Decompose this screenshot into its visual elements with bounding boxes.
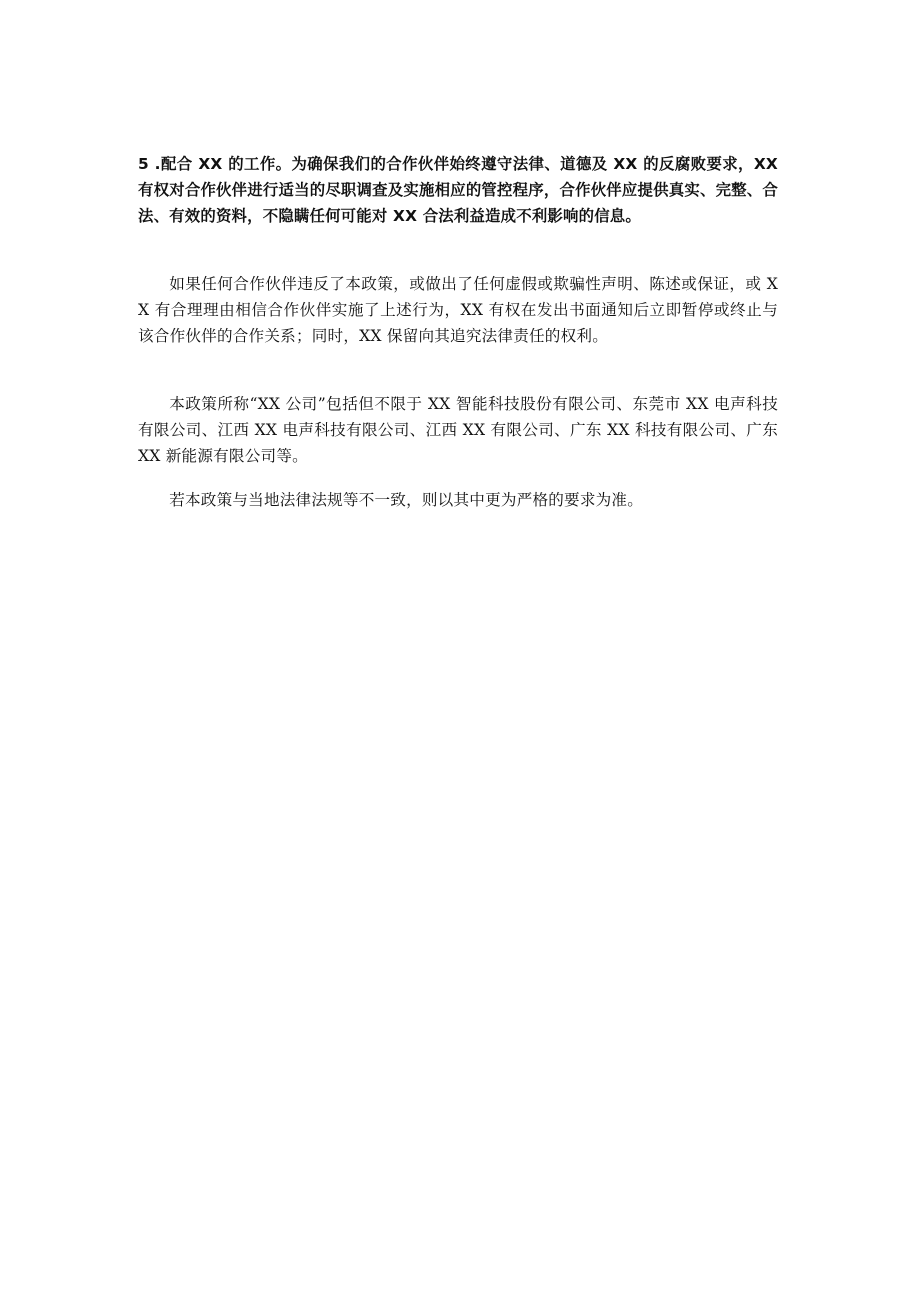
paragraph-violation-consequences: 如果任何合作伙伴违反了本政策，或做出了任何虚假或欺骗性声明、陈述或保证，或 XX 有合理理由相信合作伙伴实施了上述行为，XX 有权在发出书面通知后立即暂停或终止与该合作伙伴的合作关系；同时，XX 保留向其追究法律责任的权利。 bbox=[138, 275, 778, 345]
paragraph-cooperation-requirement: 5 .配合 XX 的工作。为确保我们的合作伙伴始终遵守法律、道德及 XX 的反腐败要求，XX 有权对合作伙伴进行适当的尽职调查及实施相应的管控程序，合作伙伴应提供真实、完整、合法、有效的资料，不隐瞒任何可能对 XX 合法利益造成不利影响的信息。 bbox=[138, 155, 778, 225]
paragraph-precedence-clause: 若本政策与当地法律法规等不一致，则以其中更为严格的要求为准。 bbox=[169, 491, 644, 509]
paragraph-company-definition: 本政策所称“XX 公司”包括但不限于 XX 智能科技股份有限公司、东莞市 XX 电声科技有限公司、江西 XX 电声科技有限公司、江西 XX 有限公司、广东 XX 科技有限公司、广东 XX 新能源有限公司等。 bbox=[138, 395, 778, 465]
document-body bbox=[138, 151, 778, 513]
